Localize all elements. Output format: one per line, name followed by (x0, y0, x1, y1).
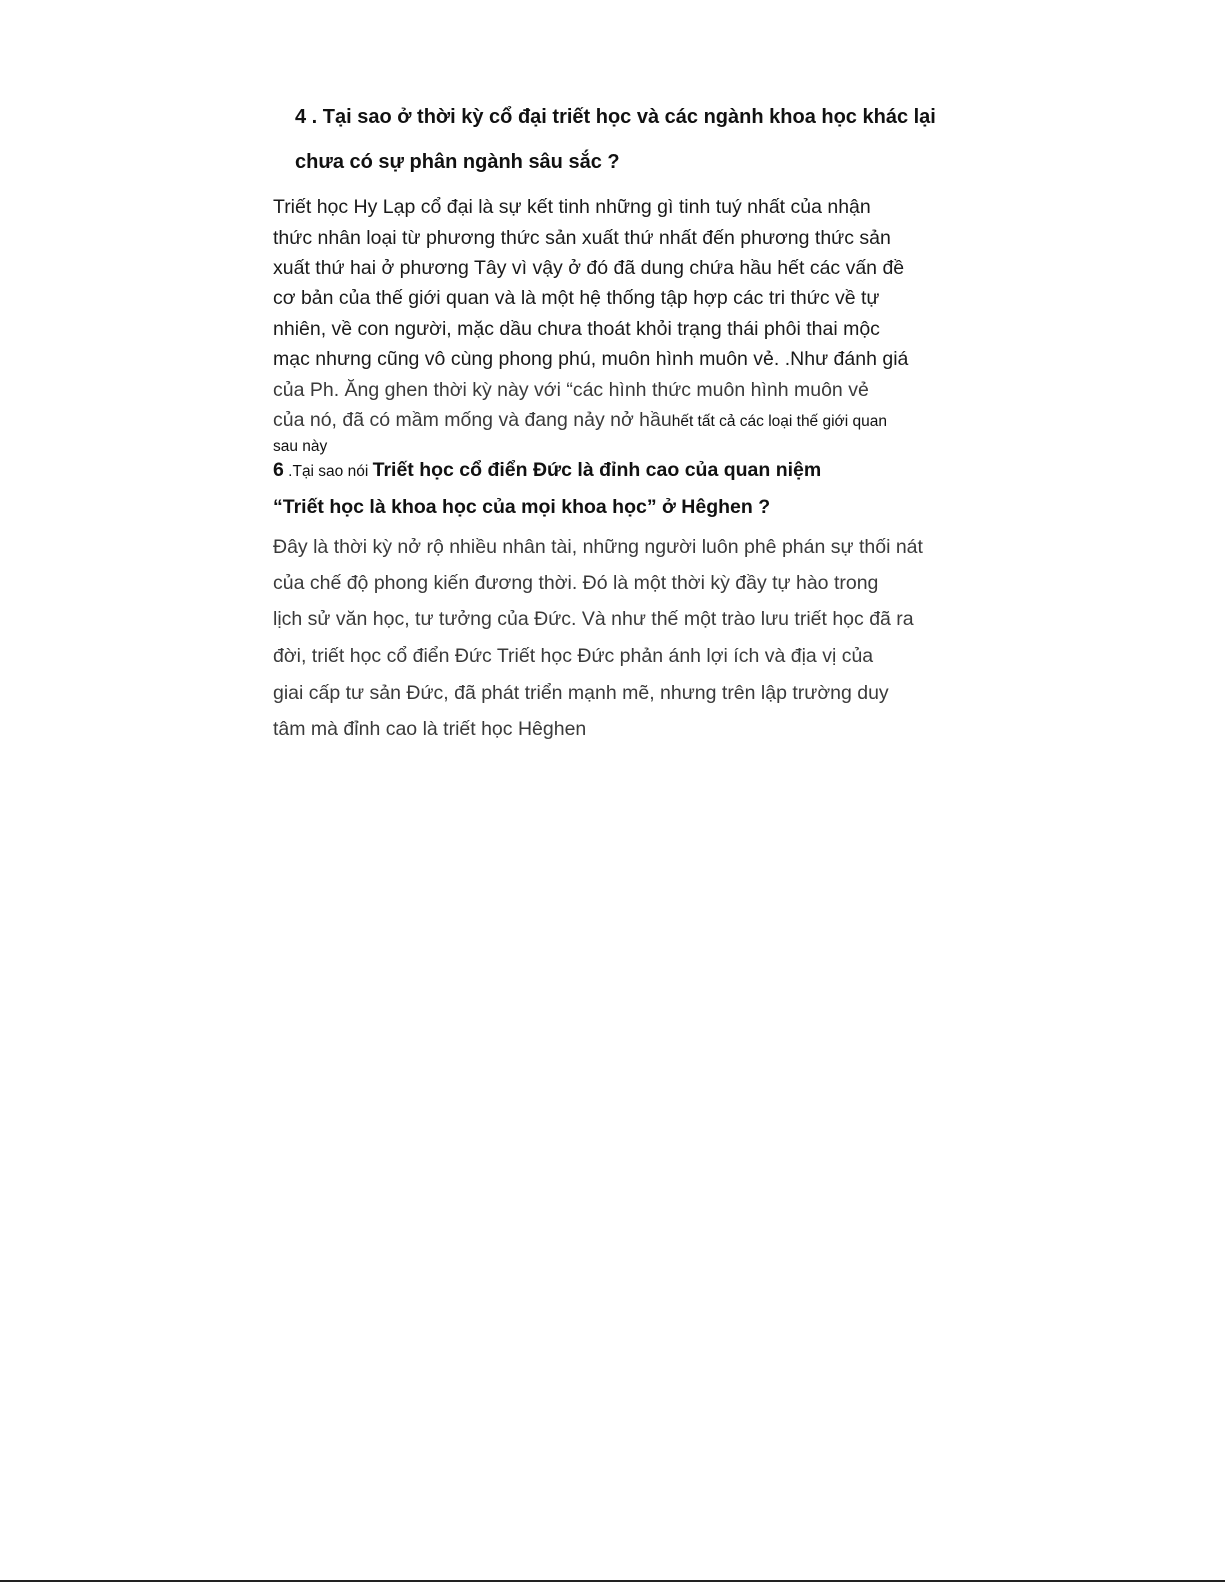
answer-4-line-2: thức nhân loại từ phương thức sản xuất thứ nhất đến phương thức sản (273, 227, 891, 249)
answer-4-line-8-main: của nó, đã có mầm mống và đang nảy nở hầu (273, 409, 672, 431)
question-6-number: 6 (273, 459, 284, 481)
answer-4-line-1: Triết học Hy Lạp cổ đại là sự kết tinh những gì tinh tuý nhất của nhận (273, 196, 871, 218)
question-6-title-rest: Triết học cổ điển Đức là đỉnh cao của quan niệm (372, 459, 822, 481)
answer-4-line-5: nhiên, về con người, mặc dầu chưa thoát khỏi trạng thái phôi thai mộc (273, 318, 880, 340)
question-6-title-line-2: “Triết học là khoa học của mọi khoa học” ở Hêghen ? (273, 496, 771, 518)
answer-4-line-8 (273, 409, 887, 432)
page-bottom-divider (0, 1580, 1225, 1582)
answer-6-line-6: tâm mà đỉnh cao là triết học Hêghen (273, 718, 587, 740)
answer-4-line-6: mạc nhưng cũng vô cùng phong phú, muôn hình muôn vẻ. .Như đánh giá (273, 348, 909, 370)
question-4-title-line-1: 4 . Tại sao ở thời kỳ cổ đại triết học và các ngành khoa học khác lại (295, 106, 936, 128)
question-6-lead: .Tại sao nói (283, 463, 373, 480)
answer-6-line-1: Đây là thời kỳ nở rộ nhiều nhân tài, những người luôn phê phán sự thối nát (273, 536, 923, 558)
answer-6-line-5: giai cấp tư sản Đức, đã phát triển mạnh mẽ, nhưng trên lập trường duy (273, 682, 889, 704)
answer-4-line-7: của Ph. Ăng ghen thời kỳ này với “các hình thức muôn hình muôn vẻ (273, 379, 869, 401)
question-6-title-line-1 (273, 459, 821, 482)
answer-6-line-2: của chế độ phong kiến đương thời. Đó là một thời kỳ đầy tự hào trong (273, 572, 879, 594)
answer-6-line-3: lịch sử văn học, tư tưởng của Đức. Và như thế một trào lưu triết học đã ra (273, 608, 914, 630)
answer-4-line-8-small: hết tất cả các loại thế giới quan (671, 413, 887, 430)
answer-6-line-4: đời, triết học cổ điển Đức Triết học Đức phản ánh lợi ích và địa vị của (273, 645, 874, 667)
answer-4-line-3: xuất thứ hai ở phương Tây vì vậy ở đó đã dung chứa hầu hết các vấn đề (273, 257, 905, 279)
answer-4-line-4: cơ bản của thế giới quan và là một hệ thống tập hợp các tri thức về tự (273, 287, 880, 309)
answer-4-line-9: sau này (273, 438, 328, 455)
question-4-title-line-2: chưa có sự phân ngành sâu sắc ? (295, 151, 620, 173)
